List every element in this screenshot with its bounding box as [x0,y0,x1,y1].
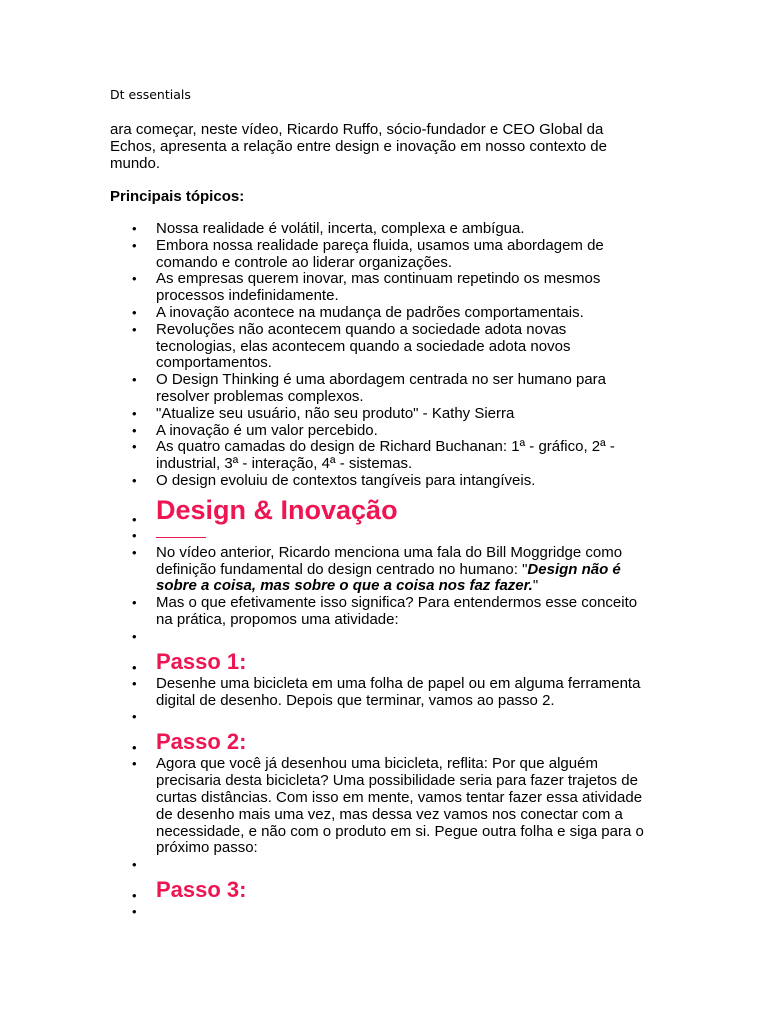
step-heading [110,728,650,756]
bullet-icon: • [132,628,137,644]
doc-title: Dt essentials [110,87,191,102]
list-item-text: A inovação é um valor percebido. [156,421,378,439]
list-item-text: As quatro camadas do design de Richard Buchanan: 1ª - gráfico, 2ª - industrial, 3ª - interação, 4ª - sistemas. [156,438,615,473]
paragraph-text: Desenhe uma bicicleta em uma folha de papel ou em alguma ferramenta digital de desenho. Depois que terminar, vamos ao passo 2. [156,674,641,709]
list-item-text: "Atualize seu usuário, não seu produto" - Kathy Sierra [156,404,515,422]
list-item [110,238,650,272]
accent-underline [156,537,206,538]
bullet-icon: • [132,595,137,611]
bullet-icon: • [132,659,137,675]
list-item [110,676,650,710]
list-item [110,305,650,322]
bullet-icon: • [132,857,137,873]
list-item-text: O Design Thinking é uma abordagem centrada no ser humano para resolver problemas complexos. [156,371,606,405]
bullet-icon: • [132,888,137,904]
moggridge-quote: Design não é sobre a coisa, mas sobre o que a coisa nos faz fazer. [156,560,621,595]
paragraph-text-end: " [532,577,539,595]
list-item [110,756,650,857]
list-item [110,406,650,423]
bullet-icon: • [132,439,137,455]
paragraph-text: Agora que você já desenhou uma bicicleta, reflita: Por que alguém precisaria desta bicicleta? Uma possibilidade seria para fazer trajetos de curtas distâncias. Com isso em mente, vamos tentar fazer essa atividade de desenho mais uma vez, mas dessa vez vamos nos conectar com a necessidade, e não com o produto em si. Pegue outra folha e siga para o próximo passo: [156,755,644,857]
list-item [110,439,650,473]
list-item [110,221,650,238]
content-list [110,221,650,921]
empty-list-item [110,904,650,921]
bullet-icon: • [132,237,137,253]
section-heading [110,492,650,528]
intro-paragraph: ara começar, neste vídeo, Ricardo Ruffo, sócio-fundador e CEO Global da Echos, apresenta a relação entre design e inovação em nosso contexto de mundo. [110,121,607,172]
bullet-icon: • [132,321,137,337]
list-item-text: O design evoluiu de contextos tangíveis para intangíveis. [156,471,536,489]
bullet-icon: • [132,221,137,236]
list-item-text: A inovação acontece na mudança de padrões comportamentais. [156,303,584,321]
bullet-icon: • [132,422,137,438]
list-item [110,595,650,629]
bullet-icon: • [132,740,137,756]
topics-heading: Principais tópicos: [110,188,245,205]
bullet-icon: • [132,405,137,421]
bullet-icon: • [132,304,137,320]
list-item [110,322,650,372]
list-item-text: Revoluções não acontecem quando a sociedade adota novas tecnologias, elas acontecem quando a sociedade adota novos comportamentos. [156,320,571,372]
empty-list-item [110,629,650,646]
bullet-icon: • [132,511,137,527]
list-item [110,473,650,490]
empty-list-item [110,709,650,726]
bullet-icon: • [132,527,137,543]
section-heading-text: Design & Inovação [156,494,398,525]
list-item-text: Embora nossa realidade pareça fluida, usamos uma abordagem de comando e controle ao liderar organizações. [156,236,604,271]
bullet-icon: • [132,472,137,488]
list-item-text: Nossa realidade é volátil, incerta, complexa e ambígua. [156,220,525,237]
step-heading-text: Passo 1: [156,648,247,674]
step-heading [110,876,650,904]
paragraph-text: Mas o que efetivamente isso significa? Para entendermos esse conceito na prática, propomos uma atividade: [156,594,638,628]
step-heading-text: Passo 2: [156,729,247,755]
bullet-icon: • [132,271,137,287]
step-heading [110,648,650,676]
bullet-icon: • [132,544,137,560]
bullet-icon: • [132,756,137,772]
paragraph-text: No vídeo anterior, Ricardo menciona uma fala do Bill Moggridge como definição fundamental do design centrado no humano: " [156,543,623,578]
list-item [110,372,650,406]
list-item [110,423,650,440]
list-item [110,271,650,305]
list-item-text: As empresas querem inovar, mas continuam repetindo os mesmos processos indefinidamente. [156,270,601,305]
bullet-icon: • [132,709,137,725]
step-heading-text: Passo 3: [156,877,247,903]
heading-underline-item [110,528,650,545]
empty-list-item [110,857,650,874]
list-item [110,545,650,595]
bullet-icon: • [132,904,137,920]
bullet-icon: • [132,372,137,388]
bullet-icon: • [132,675,137,691]
